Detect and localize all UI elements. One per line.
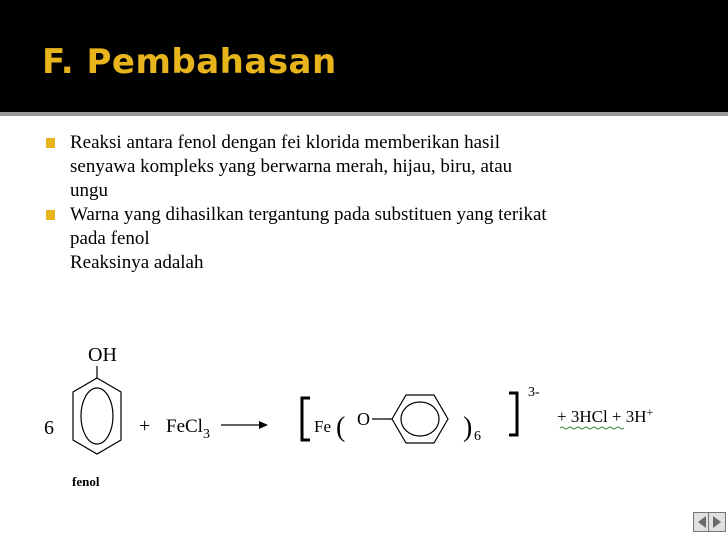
- ligand-count: 6: [474, 429, 481, 444]
- oxygen-symbol: O: [357, 409, 370, 429]
- left-bracket: [302, 398, 310, 440]
- bullet-line: senyawa kompleks yang berwarna merah, hijau, biru, atau: [70, 156, 513, 177]
- spellcheck-underline: [560, 427, 624, 429]
- bullet-line: Reaksinya adalah: [70, 252, 204, 273]
- bullet-line: ungu: [70, 180, 108, 201]
- hydroxyl-label: OH: [88, 344, 117, 366]
- ferric-chloride: FeCl$_3$: [166, 416, 210, 442]
- plus-sign: +: [139, 415, 151, 437]
- iron-symbol: Fe: [314, 417, 331, 436]
- arrow-head-icon: [259, 421, 268, 429]
- products-label: + 3HCl + 3H+: [557, 405, 654, 426]
- bullet-line: pada fenol: [70, 228, 150, 249]
- fenol-label: fenol: [72, 474, 100, 489]
- slide-title: F. Pembahasan: [42, 42, 337, 82]
- nav-next-button[interactable]: [708, 512, 726, 532]
- bullet-line: Warna yang dihasilkan tergantung pada substituen yang terikat: [70, 204, 547, 225]
- nav-next-icon: [709, 513, 725, 531]
- complex-ring-circle: [401, 402, 439, 436]
- paren-open: (: [336, 412, 346, 443]
- charge-label: 3-: [528, 385, 540, 400]
- paren-close: ): [463, 412, 473, 443]
- coefficient: 6: [44, 417, 54, 439]
- right-bracket: [509, 393, 517, 435]
- bullet-line: Reaksi antara fenol dengan fei klorida memberikan hasil: [70, 132, 500, 153]
- phenol-ring-icon: [73, 378, 121, 454]
- phenol-ring-circle: [81, 388, 113, 444]
